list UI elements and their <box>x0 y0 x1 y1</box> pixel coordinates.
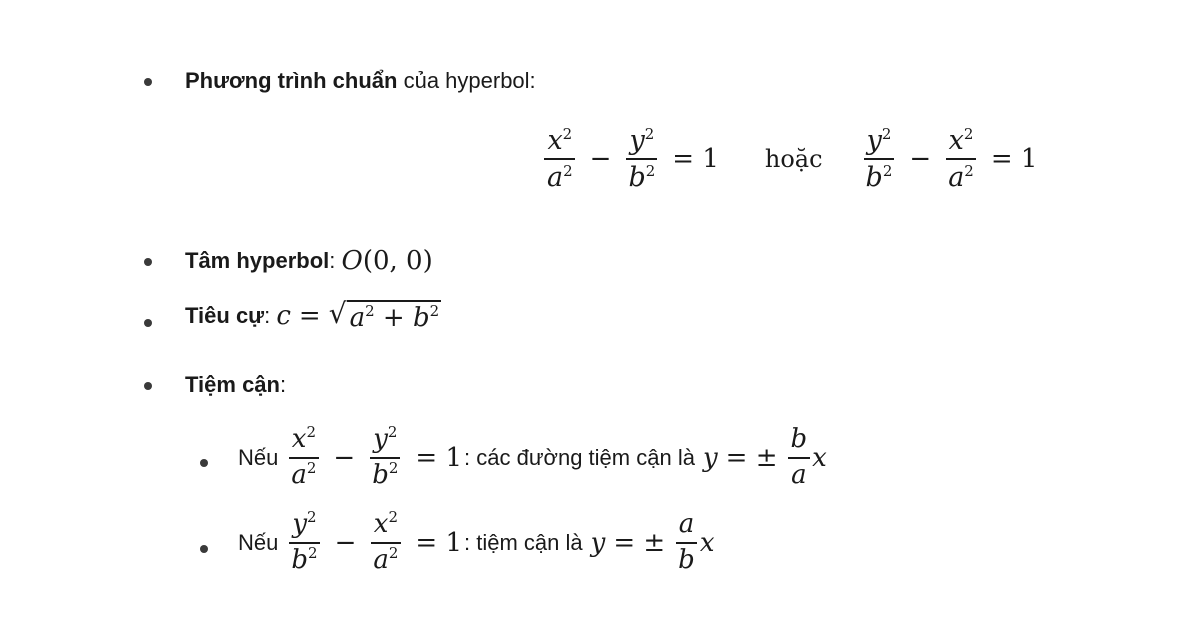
asymptote-colon: : <box>279 372 287 397</box>
asymptote-case2: Nếu $\frac{y^2}{b^2}$ − $\frac{x^2}{a^2}$ = 1 : tiệm cận là y = ± $\frac{a}{b}$ x <box>238 508 715 575</box>
frac-case2-x: $\frac{x^2}{a^2}$ <box>370 510 401 576</box>
case1-text: : các đường tiệm cận là <box>464 444 695 470</box>
standard-label-rest: của hyperbol: <box>403 68 536 93</box>
case2-prefix: Nếu <box>238 529 279 555</box>
or-word: hoặc <box>764 145 823 174</box>
frac-case2-slope: $\frac{a}{b}$ <box>675 510 698 576</box>
focal-colon: : <box>264 303 271 329</box>
center-label: Tâm hyperbol <box>185 248 330 273</box>
asymptote-label: Tiệm cận <box>185 372 280 397</box>
asymptote-item <box>185 372 286 398</box>
frac-case1-y: $\frac{y^2}{b^2}$ <box>369 425 401 491</box>
bullet-asymptote <box>144 382 152 390</box>
focal-eq: = <box>298 301 321 332</box>
asymptote-case1: Nếu $\frac{x^2}{a^2}$ − $\frac{y^2}{b^2}$ = 1 : các đường tiệm cận là y = ± $\frac{b}{a}$ x <box>238 423 827 490</box>
sqrt-expression: √ $a^2 + b^2$ <box>328 297 440 333</box>
bullet-focal <box>144 319 152 327</box>
frac-x2-a2-alt: $\frac{x^2}{a^2}$ <box>945 125 977 193</box>
case1-prefix: Nếu <box>238 444 279 470</box>
focal-lhs: c <box>276 301 291 332</box>
bullet-asymptote-case2 <box>200 545 208 553</box>
frac-case1-x: $\frac{x^2}{a^2}$ <box>288 425 319 491</box>
frac-y2-b2-alt: $\frac{y^2}{b^2}$ <box>865 125 893 194</box>
bullet-standard <box>144 78 152 86</box>
center-expr: O(0, 0) <box>341 246 433 276</box>
frac-case2-y: $\frac{y^2}{b^2}$ <box>288 510 320 576</box>
frac-case1-slope: $\frac{b}{a}$ <box>788 425 811 491</box>
frac-x2-a2: $\frac{x^2}{a^2}$ <box>544 125 576 193</box>
case2-text: : tiệm cận là <box>464 529 583 555</box>
standard-label: Phương trình chuẩn <box>185 68 398 93</box>
center-colon: : <box>329 248 336 273</box>
bullet-center <box>144 258 152 266</box>
frac-y2-b2: $\frac{y^2}{b^2}$ <box>628 125 656 194</box>
focal-label: Tiêu cự <box>185 303 265 329</box>
center-item <box>185 246 433 276</box>
standard-equation-item <box>185 68 536 94</box>
bullet-asymptote-case1 <box>200 459 208 467</box>
standard-equation-display: $\frac{x^2}{a^2}$ − $\frac{y^2}{b^2}$ = 1 hoặc $\frac{y^2}{b^2}$ − $\frac{x^2}{a^2}$ = 1 <box>540 125 1047 193</box>
focal-item <box>185 297 441 333</box>
